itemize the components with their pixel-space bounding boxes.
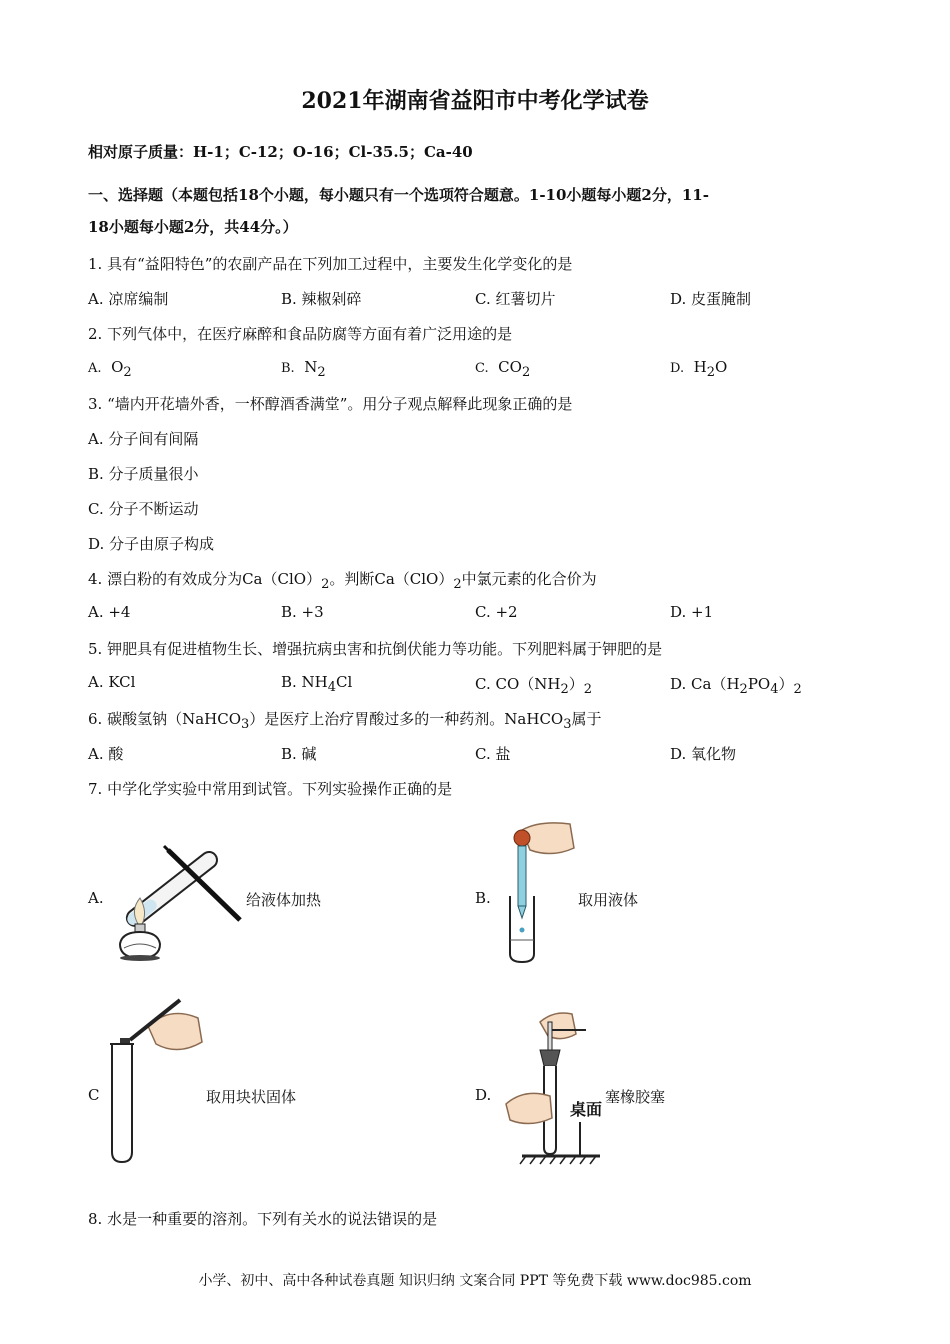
- q3-option-d: D. 分子由原子构成: [88, 535, 215, 553]
- q7-option-a-text: 给液体加热: [246, 891, 322, 909]
- q1-stem: 1. 具有“益阳特色”的农副产品在下列加工过程中，主要发生化学变化的是: [88, 255, 573, 273]
- q5-option-b: B. $NH_4Cl$: [281, 673, 353, 695]
- q6-option-a: A. 酸: [88, 745, 124, 763]
- q5-option-a: A. KCl: [88, 673, 136, 691]
- q3-option-a: A. 分子间有间隔: [88, 430, 199, 448]
- q4-option-a: A. +4: [88, 603, 131, 621]
- q2-option-c: C. $CO_2$: [475, 358, 531, 380]
- q7-option-d-letter: D.: [475, 1086, 492, 1104]
- q7-option-b-text: 取用液体: [578, 891, 639, 909]
- q8-stem: 8. 水是一种重要的溶剂。下列有关水的说法错误的是: [88, 1210, 438, 1228]
- q3-stem: 3. “墙内开花墙外香，一杯醇酒香满堂”。用分子观点解释此现象正确的是: [88, 395, 573, 413]
- q7-option-c-letter: C: [88, 1086, 100, 1104]
- q7-option-c-text: 取用块状固体: [206, 1088, 297, 1106]
- desk-label: 桌面: [570, 1100, 603, 1119]
- q5-option-d: D. $Ca(H_2PO_4)_2$: [670, 675, 802, 697]
- q1-option-b: B. 辣椒剁碎: [281, 290, 362, 308]
- q4-option-b: B. +3: [281, 603, 324, 621]
- q1-option-a: A. 凉席编制: [88, 290, 169, 308]
- heating-liquid-illustration: [108, 832, 248, 967]
- q2-option-b: B. $N_2$: [281, 358, 326, 380]
- q3-option-b: B. 分子质量很小: [88, 465, 199, 483]
- atomic-masses: 相对原子质量：H-1；C-12；O-16；Cl-35.5；Ca-40: [88, 143, 473, 161]
- q4-stem: 4. 漂白粉的有效成分为$Ca(ClO)_2$。判断$Ca(ClO)_2$中氯元素的化合价为: [88, 570, 597, 592]
- q7-stem: 7. 中学化学实验中常用到试管。下列实验操作正确的是: [88, 780, 453, 798]
- q7-option-b-letter: B.: [475, 889, 491, 907]
- q5-option-c: C. $CO(NH_2)_2$: [475, 675, 593, 697]
- dropper-illustration: [500, 818, 580, 966]
- tweezers-solid-illustration: [108, 996, 208, 1166]
- q2-stem: 2. 下列气体中，在医疗麻醉和食品防腐等方面有着广泛用途的是: [88, 325, 513, 343]
- q4-option-d: D. +1: [670, 603, 714, 621]
- q6-option-d: D. 氧化物: [670, 745, 737, 763]
- q4-option-c: C. +2: [475, 603, 518, 621]
- page-title: 2021年湖南省益阳市中考化学试卷: [301, 88, 649, 114]
- q6-stem: 6. 碳酸氢钠（NaHCO$_3$）是医疗上治疗胃酸过多的一种药剂。NaHCO$_3$属于: [88, 710, 602, 732]
- q6-option-c: C. 盐: [475, 745, 511, 763]
- q1-option-d: D. 皮蛋腌制: [670, 290, 752, 308]
- q5-stem: 5. 钾肥具有促进植物生长、增强抗病虫害和抗倒伏能力等功能。下列肥料属于钾肥的是: [88, 640, 663, 658]
- q6-option-b: B. 碱: [281, 745, 317, 763]
- section-heading-line1: 一、选择题（本题包括18个小题，每小题只有一个选项符合题意。1-10小题每小题2分，11-: [88, 186, 709, 204]
- page-footer: 小学、初中、高中各种试卷真题 知识归纳 文案合同 PPT 等免费下载 www.doc985.com: [198, 1273, 752, 1289]
- q7-option-d-text: 塞橡胶塞: [605, 1088, 666, 1106]
- q3-option-c: C. 分子不断运动: [88, 500, 199, 518]
- q1-option-c: C. 红薯切片: [475, 290, 556, 308]
- rubber-stopper-illustration: [500, 1000, 610, 1166]
- q2-option-a: A. $O_2$: [88, 358, 132, 380]
- section-heading-line2: 18小题每小题2分，共44分。）: [88, 218, 298, 236]
- q7-option-a-letter: A.: [88, 889, 104, 907]
- q2-option-d: D. $H_2O$: [670, 358, 728, 380]
